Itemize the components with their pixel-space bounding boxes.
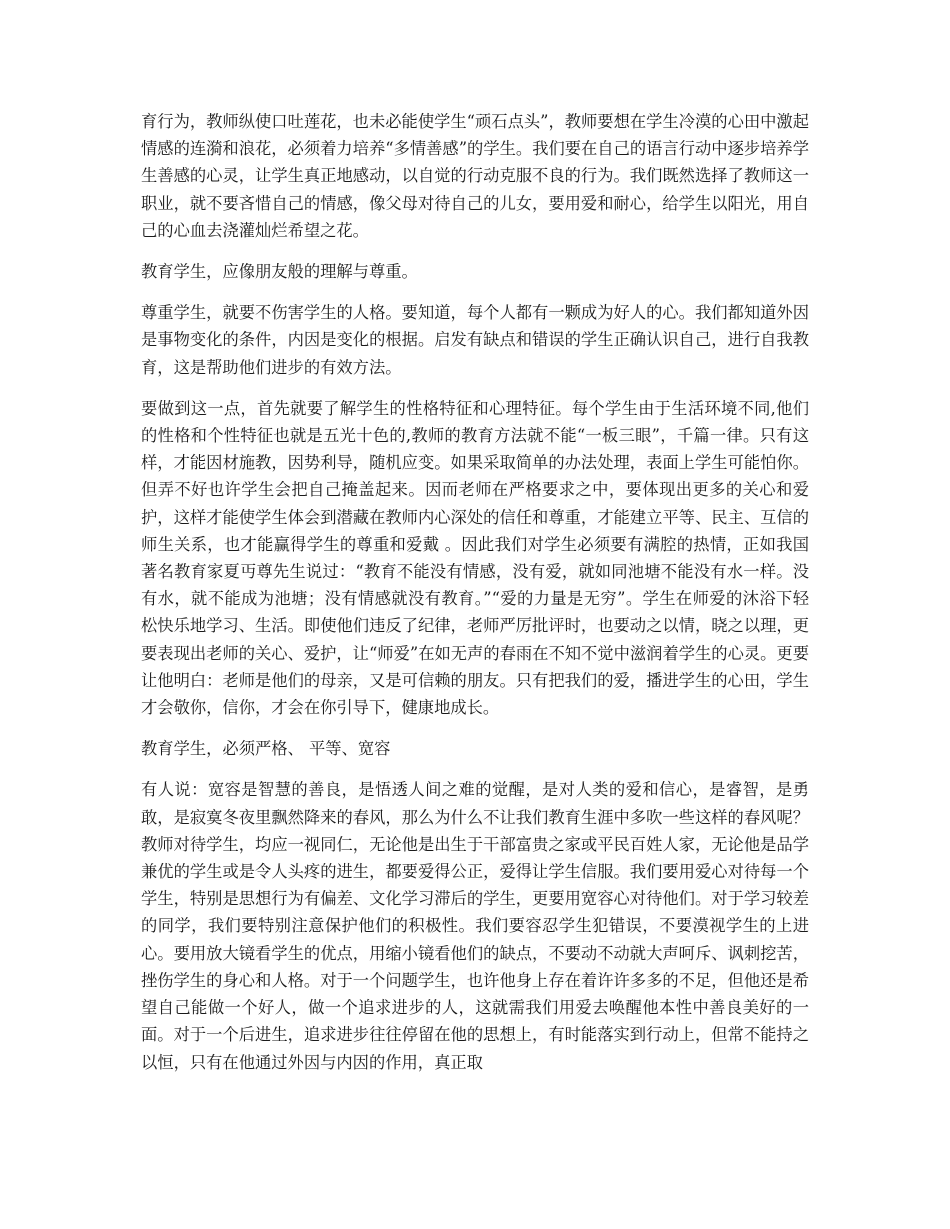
paragraph-1: 育行为，教师纵使口吐莲花，也未必能使学生“顽石点头”，教师要想在学生冷漠的心田中激起情感的连漪和浪花，必须着力培养“多情善感”的学生。我们要在自己的语言行动中逐步培养学生善感的心灵，让学生真正地感动，以自觉的行动克服不良的行为。我们既然选择了教师这一职业，就不要吝惜自己的情感，像父母对待自己的儿女，要用爱和耐心，给学生以阳光，用自己的心血去浇灌灿烂希望之花。 [141,112,809,240]
section-heading-strict-equal-tolerant: 教育学生，必须严格、 平等、宽容 [141,739,391,759]
paragraph-4: 有人说：宽容是智慧的善良，是悟透人间之难的觉醒，是对人类的爱和信心，是睿智，是勇敢，是寂寞冬夜里飘然降来的春风，那么为什么不让我们教育生涯中多吹一些这样的春风呢？教师对待学生，均应一视同仁，无论他是出生于干部富贵之家或平民百姓人家，无论他是品学兼优的学生或是令人头疼的进生，都要爱得公正，爱得让学生信服。我们要用爱心对待每一个学生，特别是思想行为有偏差、文化学习滞后的学生，更要用宽容心对待他们。对于学习较差的同学，我们要特别注意保护他们的积极性。我们要容忍学生犯错误，不要漠视学生的上进心。要用放大镜看学生的优点，用缩小镜看他们的缺点，不要动不动就大声呵斥、讽刺挖苦，挫伤学生的身心和人格。对于一个问题学生，也许他身上存在着许许多多的不足，但他还是希望自己能做一个好人，做一个追求进步的人，这就需我们用爱去唤醒他本性中善良美好的一面。对于一个后进生，追求进步往往停留在他的思想上，有时能落实到行动上，但常不能持之以恒，只有在他通过外因与内因的作用，真正取 [141,780,809,1072]
paragraph-3: 要做到这一点，首先就要了解学生的性格特征和心理特征。每个学生由于生活环境不同,他们的性格和个性特征也就是五光十色的,教师的教育方法就不能“一板三眼”，千篇一律。只有这样，才能因材施教，因势利导，随机应变。如果采取简单的办法处理，表面上学生可能怕你。但弄不好也许学生会把自己掩盖起来。因而老师在严格要求之中，要体现出更多的关心和爱护，这样才能使学生体会到潜藏在教师内心深处的信任和尊重，才能建立平等、民主、互信的师生关系，也才能赢得学生的尊重和爱戴 。因此我们对学生必须要有满腔的热情，正如我国著名教育家夏丏尊先生说过：“教育不能没有情感，没有爱，就如同池塘不能没有水一样。没有水，就不能成为池塘；没有情感就没有教育。”“爱的力量是无穷”。学生在师爱的沐浴下轻松快乐地学习、生活。即使他们违反了纪律，老师严厉批评时，也要动之以情，晓之以理，更要表现出老师的关心、爱护，让“师爱”在如无声的春雨在不知不觉中滋润着学生的心灵。更要让他明白：老师是他们的母亲，又是可信赖的朋友。只有把我们的爱，播进学生的心田，学生才会敬你，信你，才会在你引导下，健康地成长。 [141,398,809,718]
paragraph-2: 尊重学生，就要不伤害学生的人格。要知道，每个人都有一颗成为好人的心。我们都知道外因是事物变化的条件，内因是变化的根据。启发有缺点和错误的学生正确认识自己，进行自我教育，这是帮助他们进步的有效方法。 [141,303,809,377]
section-heading-respect: 教育学生，应像朋友般的理解与尊重。 [141,262,418,282]
document-body [141,108,809,1090]
